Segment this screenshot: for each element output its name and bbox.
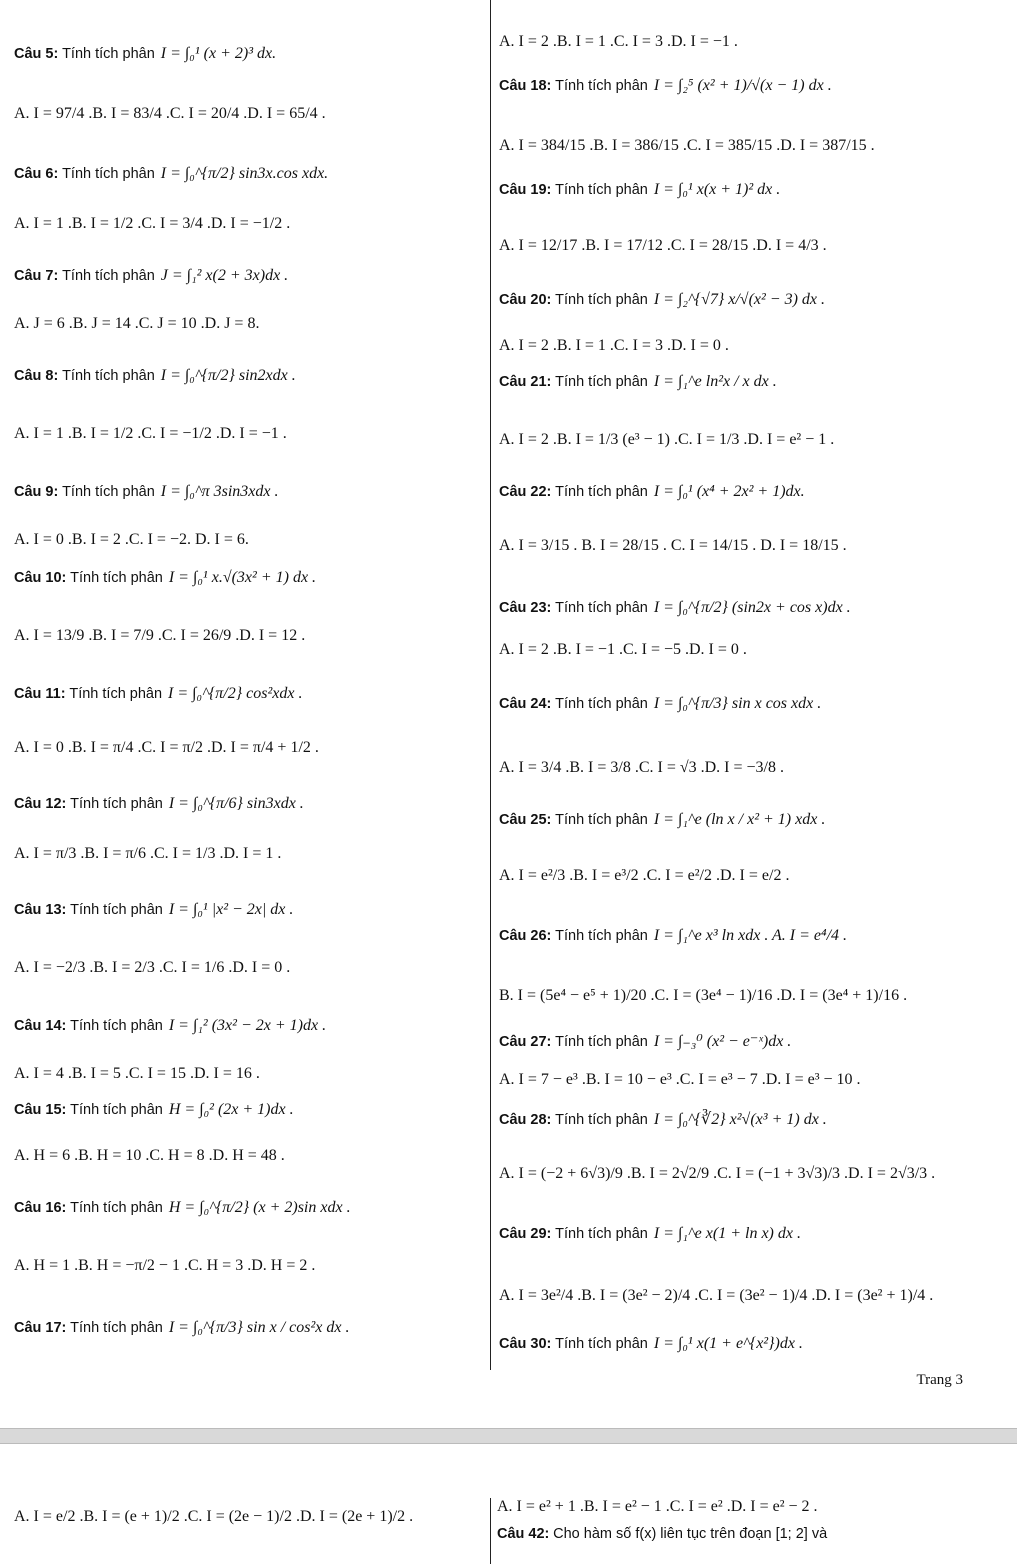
answers-19: A. I = 12/17 .B. I = 17/12 .C. I = 28/15 .D. I = 4/3 .: [499, 237, 827, 254]
answers-18: A. I = 384/15 .B. I = 386/15 .C. I = 385/15 .D. I = 387/15 .: [499, 137, 875, 154]
answers-continued-left: A. I = e/2 .B. I = (e + 1)/2 .C. I = (2e − 1)/2 .D. I = (2e + 1)/2 .: [14, 1508, 414, 1525]
question-21: Câu 21: Tính tích phân I = ∫₁^e ln²x / x dx .: [499, 373, 777, 390]
question-20: Câu 20: Tính tích phân I = ∫₂^{√7} x/√(x² − 3) dx .: [499, 291, 826, 308]
answers-23: A. I = 2 .B. I = −1 .C. I = −5 .D. I = 0 .: [499, 641, 747, 658]
answers-5: A. I = 97/4 .B. I = 83/4 .C. I = 20/4 .D. I = 65/4 .: [14, 105, 326, 122]
question-6: Câu 6: Tính tích phân I = ∫₀^{π/2} sin3x.cos xdx.: [14, 165, 329, 182]
answers-8: A. I = 1 .B. I = 1/2 .C. I = −1/2 .D. I = −1 .: [14, 425, 287, 442]
question-13: Câu 13: Tính tích phân I = ∫₀¹ |x² − 2x| dx .: [14, 901, 294, 918]
question-10: Câu 10: Tính tích phân I = ∫₀¹ x.√(3x² + 1) dx .: [14, 569, 317, 586]
answers-continued-right: A. I = e² + 1 .B. I = e² − 1 .C. I = e² .D. I = e² − 2 .: [497, 1498, 818, 1515]
answers-10: A. I = 13/9 .B. I = 7/9 .C. I = 26/9 .D. I = 12 .: [14, 627, 306, 644]
answers-14: A. I = 4 .B. I = 5 .C. I = 15 .D. I = 16 .: [14, 1065, 260, 1082]
answers-29: A. I = 3e²/4 .B. I = (3e² − 2)/4 .C. I = (3e² − 1)/4 .D. I = (3e² + 1)/4 .: [499, 1287, 934, 1304]
answers-12: A. I = π/3 .B. I = π/6 .C. I = 1/3 .D. I = 1 .: [14, 845, 282, 862]
question-27: Câu 27: Tính tích phân I = ∫₋₃⁰ (x² − e⁻ˣ)dx .: [499, 1033, 792, 1050]
answers-26: B. I = (5e⁴ − e⁵ + 1)/20 .C. I = (3e⁴ − 1)/16 .D. I = (3e⁴ + 1)/16 .: [499, 987, 908, 1004]
question-30: Câu 30: Tính tích phân I = ∫₀¹ x(1 + e^{x²})dx .: [499, 1335, 803, 1352]
question-14: Câu 14: Tính tích phân I = ∫₁² (3x² − 2x + 1)dx .: [14, 1017, 327, 1034]
question-23: Câu 23: Tính tích phân I = ∫₀^{π/2} (sin2x + cos x)dx .: [499, 599, 851, 616]
answers-6: A. I = 1 .B. I = 1/2 .C. I = 3/4 .D. I = −1/2 .: [14, 215, 291, 232]
question-11: Câu 11: Tính tích phân I = ∫₀^{π/2} cos²xdx .: [14, 685, 303, 702]
right-continued: [490, 1498, 827, 1564]
question-25: Câu 25: Tính tích phân I = ∫₁^e (ln x / x² + 1) xdx .: [499, 811, 826, 828]
question-8: Câu 8: Tính tích phân I = ∫₀^{π/2} sin2xdx .: [14, 367, 296, 384]
answers-24: A. I = 3/4 .B. I = 3/8 .C. I = √3 .D. I = −3/8 .: [499, 759, 784, 776]
question-24: Câu 24: Tính tích phân I = ∫₀^{π/3} sin x cos xdx .: [499, 695, 822, 712]
question-16: Câu 16: Tính tích phân H = ∫₀^{π/2} (x + 2)sin xdx .: [14, 1199, 351, 1216]
answers-22: A. I = 3/15 . B. I = 28/15 . C. I = 14/15 . D. I = 18/15 .: [499, 537, 847, 554]
question-9: Câu 9: Tính tích phân I = ∫₀^π 3sin3xdx .: [14, 483, 279, 500]
question-19: Câu 19: Tính tích phân I = ∫₀¹ x(x + 1)² dx .: [499, 181, 781, 198]
question-12: Câu 12: Tính tích phân I = ∫₀^{π/6} sin3xdx .: [14, 795, 304, 812]
question-15: Câu 15: Tính tích phân H = ∫₀² (2x + 1)dx .: [14, 1101, 294, 1118]
answers-11: A. I = 0 .B. I = π/4 .C. I = π/2 .D. I = π/4 + 1/2 .: [14, 739, 319, 756]
question-5: Câu 5: Tính tích phân I = ∫₀¹ (x + 2)³ dx.: [14, 45, 277, 62]
answers-27: A. I = 7 − e³ .B. I = 10 − e³ .C. I = e³ − 7 .D. I = e³ − 10 .: [499, 1071, 861, 1088]
right-column: [490, 0, 1009, 1370]
answers-25: A. I = e²/3 .B. I = e³/2 .C. I = e²/2 .D. I = e/2 .: [499, 867, 790, 884]
answers-28: A. I = (−2 + 6√3)/9 .B. I = 2√2/9 .C. I = (−1 + 3√3)/3 .D. I = 2√3/3 .: [499, 1165, 936, 1182]
answers-15: A. H = 6 .B. H = 10 .C. H = 8 .D. H = 48 .: [14, 1147, 285, 1164]
question-22: Câu 22: Tính tích phân I = ∫₀¹ (x⁴ + 2x² + 1)dx.: [499, 483, 805, 500]
question-28: Câu 28: Tính tích phân I = ∫₀^{∛2} x²√(x³ + 1) dx .: [499, 1111, 827, 1128]
question-26: Câu 26: Tính tích phân I = ∫₁^e x³ ln xdx . A. I = e⁴/4 .: [499, 927, 848, 944]
question-29: Câu 29: Tính tích phân I = ∫₁^e x(1 + ln x) dx .: [499, 1225, 801, 1242]
question-42: Câu 42: Cho hàm số f(x) liên tục trên đoạn [1; 2] và: [497, 1526, 828, 1542]
question-17: Câu 17: Tính tích phân I = ∫₀^{π/3} sin x / cos²x dx .: [14, 1319, 350, 1336]
question-18: Câu 18: Tính tích phân I = ∫₂⁵ (x² + 1)/√(x − 1) dx .: [499, 77, 832, 94]
page-number: Trang 3: [916, 1372, 963, 1388]
answers-16: A. H = 1 .B. H = −π/2 − 1 .C. H = 3 .D. H = 2 .: [14, 1257, 316, 1274]
answers-7: A. J = 6 .B. J = 14 .C. J = 10 .D. J = 8.: [14, 315, 260, 332]
answers-20: A. I = 2 .B. I = 1 .C. I = 3 .D. I = 0 .: [499, 337, 729, 354]
answers-13: A. I = −2/3 .B. I = 2/3 .C. I = 1/6 .D. I = 0 .: [14, 959, 291, 976]
answers-17: A. I = 2 .B. I = 1 .C. I = 3 .D. I = −1 .: [499, 33, 738, 50]
answers-21: A. I = 2 .B. I = 1/3 (e³ − 1) .C. I = 1/3 .D. I = e² − 1 .: [499, 431, 835, 448]
answers-9: A. I = 0 .B. I = 2 .C. I = −2. D. I = 6.: [14, 531, 249, 548]
next-page: [0, 1442, 1017, 1564]
question-7: Câu 7: Tính tích phân J = ∫₁² x(2 + 3x)dx .: [14, 267, 289, 284]
